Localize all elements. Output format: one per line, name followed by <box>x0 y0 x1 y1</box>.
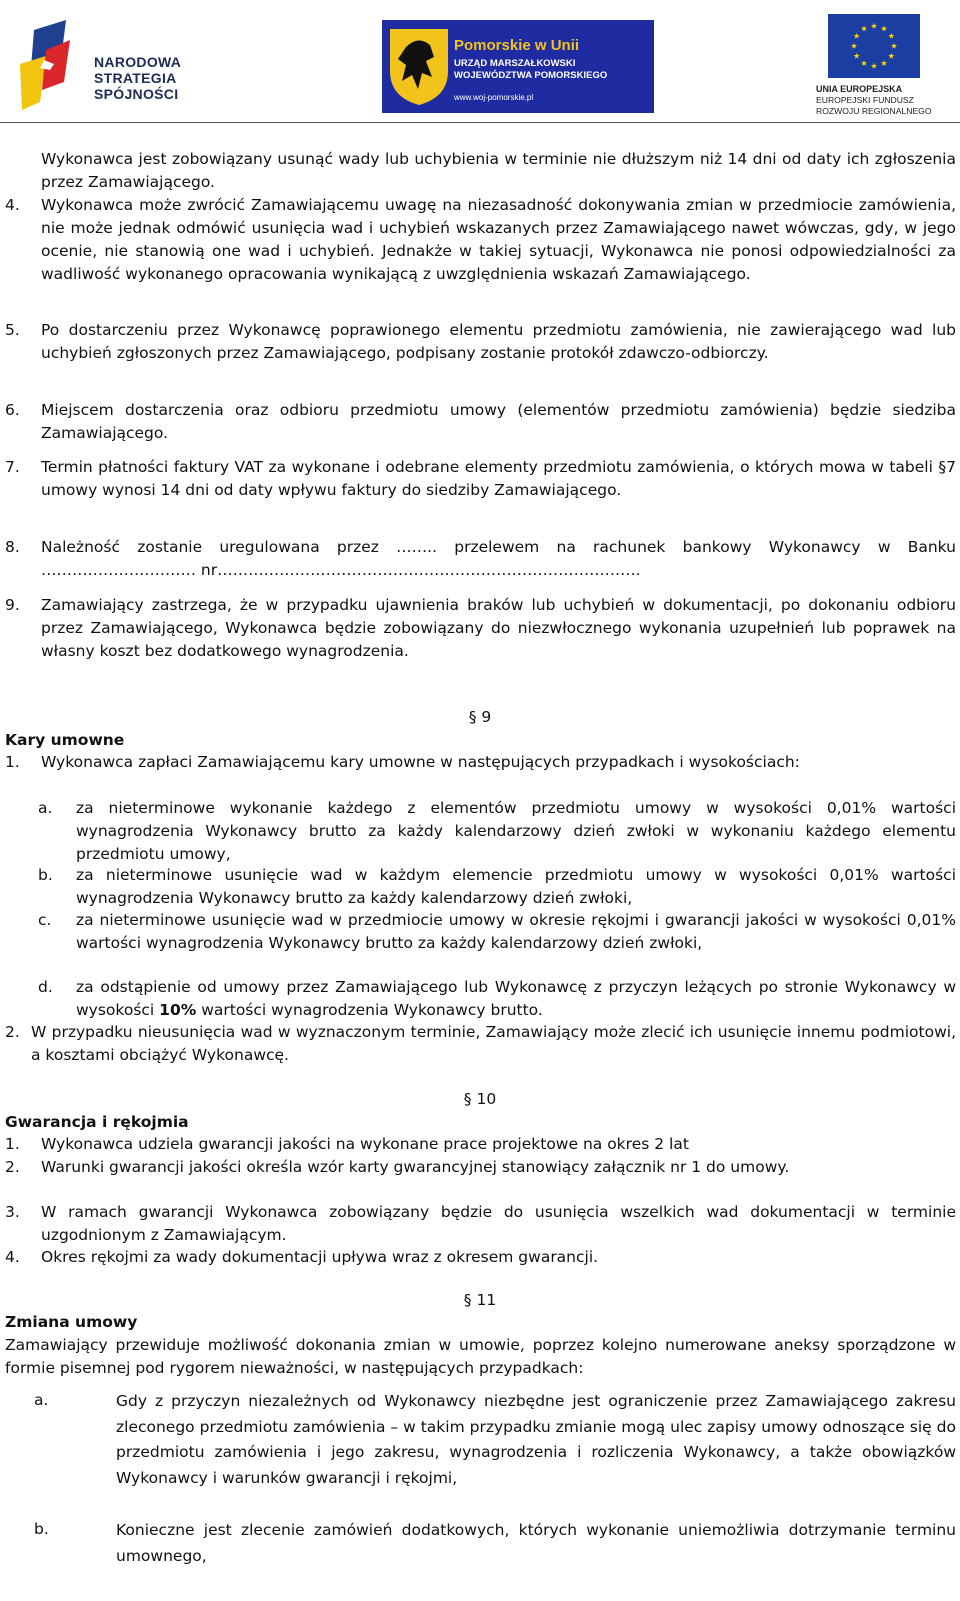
item-number: 6. <box>5 401 20 419</box>
eu-line3: ROZWOJU REGIONALNEGO <box>816 106 932 116</box>
item-number: 1. <box>5 1135 20 1153</box>
subitem-letter: d. <box>38 978 53 996</box>
eu-star-icon <box>888 33 894 39</box>
item-text: Zamawiający zastrzega, że w przypadku ujawnienia braków lub uchybień w dokumentacji, po dokonaniu odbioru przez Zamawiającego, Wykonawca będzie zobowiązany do niezwłocznego wykonania uzupełnień lub poprawek na własny koszt bez dodatkowego wynagrodzenia. <box>41 596 956 660</box>
item-number: 8. <box>5 538 20 556</box>
item-number: 3. <box>5 1203 20 1221</box>
eu-star-icon <box>881 25 887 31</box>
item-number: 2. <box>5 1023 20 1041</box>
item-text: Wykonawca zapłaci Zamawiającemu kary umowne w następujących przypadkach i wysokościach: <box>41 753 800 771</box>
subitem-text: za odstąpienie od umowy przez Zamawiającego lub Wykonawcę z przyczyn leżących po stronie Wykonawcy w wysokości 10% wartości wynagrodzenia Wykonawcy brutto. <box>76 978 956 1019</box>
item-number: 2. <box>5 1158 20 1176</box>
eu-star-icon <box>891 43 897 49</box>
section-9-title: Kary umowne <box>5 731 125 749</box>
item-number: 4. <box>5 1248 20 1266</box>
pom-title: Pomorskie w Unii <box>454 37 580 54</box>
eu-star-icon <box>854 33 860 39</box>
nss-logo <box>20 20 260 115</box>
item-text: Wykonawca udziela gwarancji jakości na wykonane prace projektowe na okres 2 lat <box>41 1135 689 1153</box>
eu-star-icon <box>861 60 867 66</box>
subitem-text: Gdy z przyczyn niezależnych od Wykonawcy niezbędne jest ograniczenie przez Zamawiającego zakresu zleconego przedmiotu zamówienia – w takim przypadku zmianie mogą ulec zapisy umowy odnoszące się do przedmiotu zamówienia i jego zakresu, wynagrodzenia i rozliczenia Wykonawcy, a także obowiązków Wykonawcy i warunków gwarancji i rękojmi, <box>116 1392 956 1487</box>
item-text: W ramach gwarancji Wykonawca zobowiązany będzie do usunięcia wszelkich wad dokumentacji w terminie uzgodnionym z Zamawiającym. <box>41 1203 956 1244</box>
subitem-letter: a. <box>34 1391 49 1409</box>
subitem-letter: b. <box>34 1520 49 1538</box>
nss-emblem-icon <box>20 20 80 115</box>
section-9-mark: § 9 <box>468 708 492 726</box>
section-11-mark: § 11 <box>463 1291 497 1309</box>
subitem-letter: c. <box>38 911 52 929</box>
pom-url: www.woj-pomorskie.pl <box>454 93 534 102</box>
item-number: 7. <box>5 458 20 476</box>
item-text: Miejscem dostarczenia oraz odbioru przedmiotu umowy (elementów przedmiotu zamówienia) będzie siedziba Zamawiającego. <box>41 401 956 442</box>
eu-logo <box>808 14 948 120</box>
eu-star-icon <box>871 63 877 69</box>
subitem-text: za nieterminowe usunięcie wad w każdym elemencie przedmiotu umowy w wysokości 0,01% wartości wynagrodzenia Wykonawcy brutto za każdy kalendarzowy dzień zwłoki, <box>76 866 956 907</box>
eu-line2: EUROPEJSKI FUNDUSZ <box>816 95 914 105</box>
eu-star-icon <box>854 53 860 59</box>
pom-sub1: URZĄD MARSZAŁKOWSKI <box>454 58 576 69</box>
griffin-shield-icon <box>388 27 450 107</box>
nss-logo-line1: NARODOWA <box>94 54 182 70</box>
eu-flag-icon <box>828 14 920 78</box>
item-text: Po dostarczeniu przez Wykonawcę poprawionego elementu przedmiotu zamówienia, nie zawierającego wad lub uchybień zgłoszonych przez Zamawiającego, podpisany zostanie protokół zdawczo-odbiorczy. <box>41 321 956 362</box>
intro-paragraph: Wykonawca jest zobowiązany usunąć wady lub uchybienia w terminie nie dłuższym niż 14 dni od daty ich zgłoszenia przez Zamawiającego. <box>41 150 956 191</box>
bold-percentage: 10% <box>159 1001 197 1019</box>
subitem-text: za nieterminowe usunięcie wad w przedmiocie umowy w okresie rękojmi i gwarancji jakości w wysokości 0,01% wartości wynagrodzenia Wykonawcy brutto za każdy kalendarzowy dzień zwłoki, <box>76 911 956 952</box>
item-number: 1. <box>5 753 20 771</box>
subitem-text: Konieczne jest zlecenie zamówień dodatkowych, których wykonanie uniemożliwia dotrzymanie terminu umownego, <box>116 1521 956 1565</box>
item-number: 4. <box>5 196 20 214</box>
pomorskie-logo <box>382 20 654 113</box>
item-text: Należność zostanie uregulowana przez …….. przelewem na rachunek bankowy Wykonawcy w Banku ………………………… nr………………………………………………………………………. <box>41 538 956 579</box>
page-header <box>0 0 960 124</box>
eu-star-icon <box>851 43 857 49</box>
section-10-title: Gwarancja i rękojmia <box>5 1113 189 1131</box>
subitem-letter: b. <box>38 866 53 884</box>
item-text: Termin płatności faktury VAT za wykonane i odebrane elementy przedmiotu zamówienia, o których mowa w tabeli §7 umowy wynosi 14 dni od daty wpływu faktury do siedziby Zamawiającego. <box>41 458 956 499</box>
nss-logo-line2: STRATEGIA SPÓJNOŚCI <box>94 70 179 102</box>
item-text: W przypadku nieusunięcia wad w wyznaczonym terminie, Zamawiający może zlecić ich usunięcie innemu podmiotowi, a kosztami obciążyć Wykonawcę. <box>31 1023 956 1064</box>
subitem-letter: a. <box>38 799 53 817</box>
eu-star-icon <box>861 25 867 31</box>
eu-star-icon <box>881 60 887 66</box>
item-text: Wykonawca może zwrócić Zamawiającemu uwagę na niezasadność dokonywania zmian w przedmiocie zamówienia, nie może jednak odmówić usunięcia wad i uchybień wskazanych przez Zamawiającego nawet wówczas, gdy, w jego ocenie, nie stanowią one wad i uchybień. Jednakże w takiej sytuacji, Wykonawca nie ponosi odpowiedzialności za wadliwość wykonanego opracowania wynikającą z uwzględnienia wskazań Zamawiającego. <box>41 196 956 283</box>
subitem-text: za nieterminowe wykonanie każdego z elementów przedmiotu umowy w wysokości 0,01% wartości wynagrodzenia Wykonawcy brutto za każdy kalendarzowy dzień zwłoki w wykonaniu każdego elementu przedmiotu umowy, <box>76 799 956 863</box>
eu-line1: UNIA EUROPEJSKA <box>816 84 903 94</box>
section-11-intro: Zamawiający przewiduje możliwość dokonania zmian w umowie, poprzez kolejno numerowane aneksy sporządzone w formie pisemnej pod rygorem nieważności, w następujących przypadkach: <box>5 1336 956 1377</box>
eu-stars-icon <box>828 14 920 78</box>
item-number: 5. <box>5 321 20 339</box>
section-11-title: Zmiana umowy <box>5 1313 138 1331</box>
section-10-mark: § 10 <box>463 1090 497 1108</box>
eu-star-icon <box>871 23 877 29</box>
header-divider <box>0 122 960 123</box>
pom-sub2: WOJEWÓDZTWA POMORSKIEGO <box>454 70 608 81</box>
item-text: Warunki gwarancji jakości określa wzór karty gwarancyjnej stanowiący załącznik nr 1 do umowy. <box>41 1158 790 1176</box>
item-number: 9. <box>5 596 20 614</box>
eu-star-icon <box>888 53 894 59</box>
item-text: Okres rękojmi za wady dokumentacji upływa wraz z okresem gwarancji. <box>41 1248 599 1266</box>
